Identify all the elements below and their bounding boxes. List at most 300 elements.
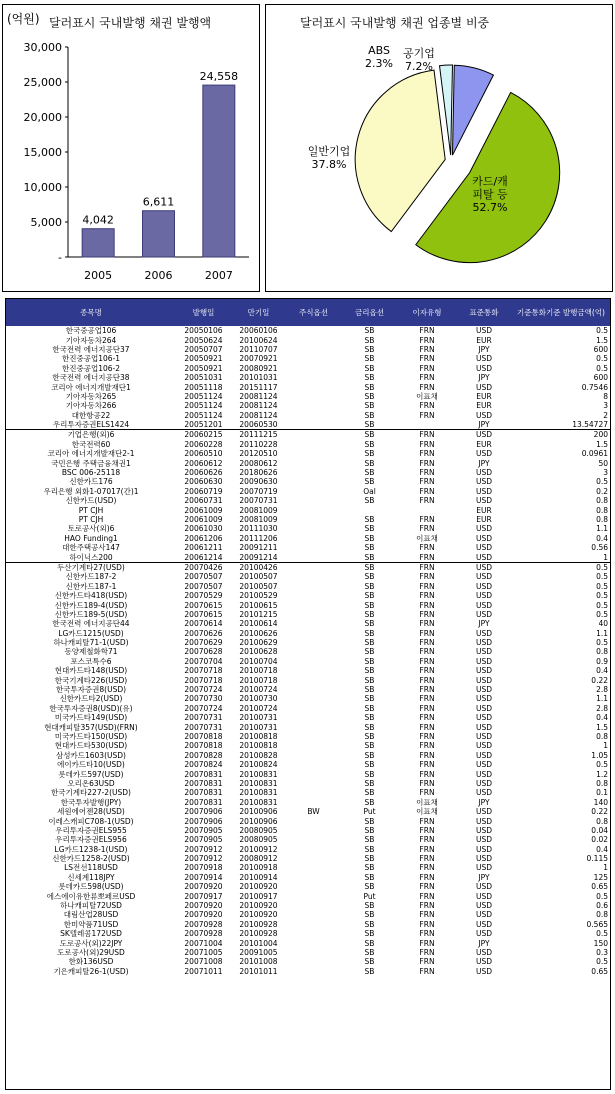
table-cell: USD [475, 901, 493, 911]
table-cell: 0.8 [596, 505, 608, 515]
table-cell: 20070818 [184, 741, 223, 751]
table-cell: FRN [419, 816, 435, 826]
table-cell: 신한카드189-4(USD) [54, 600, 128, 610]
table-cell: 20100614 [239, 619, 278, 629]
table-cell: EUR [476, 439, 492, 449]
table-cell: 20100724 [239, 703, 278, 713]
table-cell: FRN [419, 844, 435, 854]
table-cell: FRN [419, 863, 435, 873]
table-cell: 0.2 [596, 486, 608, 496]
table-cell: 1.1 [596, 694, 608, 704]
table-cell: EUR [476, 391, 492, 401]
table-cell: BSC 006-25118 [61, 468, 121, 478]
table-row [6, 382, 610, 391]
table-cell [286, 713, 341, 722]
table-row [6, 430, 610, 440]
table-cell: FRN [419, 703, 435, 713]
table-cell: 오리온63USD [67, 778, 115, 788]
bond-table [5, 298, 611, 1090]
table-cell: 20061009 [184, 515, 223, 524]
table-cell: FRN [419, 647, 435, 657]
table-cell: FRN [419, 486, 435, 496]
table-cell: 0.5 [512, 562, 610, 572]
table-cell: 3 [603, 468, 608, 478]
table-cell: JPY [478, 872, 490, 882]
table-cell: 0.4 [596, 533, 608, 543]
table-cell: 0.1 [596, 788, 608, 798]
table-cell: 20070724 [184, 703, 223, 713]
table-cell: 20070731 [184, 722, 223, 732]
table-cell: 20100928 [239, 919, 278, 929]
table-cell: 두산기계타27(USD) [6, 562, 176, 572]
table-cell: 미국카드타150(USD) [54, 731, 128, 741]
bar [82, 229, 114, 257]
table-cell: 20061214 [184, 552, 223, 562]
table-cell: 20070906 [184, 816, 223, 826]
table-cell: USD [475, 769, 493, 779]
table-cell: SB [364, 335, 375, 345]
table-cell: BW [307, 807, 320, 817]
table-cell [286, 335, 341, 344]
table-cell: 20101215 [239, 609, 278, 619]
table-cell: USD [475, 778, 493, 788]
table-cell [286, 477, 341, 486]
table-cell: LG카드1238-1(USD) [54, 844, 128, 854]
table-cell: USD [475, 600, 493, 610]
table-cell: SB [364, 694, 375, 704]
table-cell: 2.8 [596, 685, 608, 695]
table-cell: 현대카드타148(USD) [54, 666, 128, 676]
table-cell: 하이닉스200 [69, 552, 113, 562]
table-cell: 20051201 [184, 420, 223, 430]
table-cell: 기업은행(외)6 [6, 430, 176, 440]
table-cell: FRN [419, 468, 435, 478]
table-cell: USD [475, 533, 493, 543]
table-cell: 1.05 [591, 750, 608, 760]
table-row [6, 392, 610, 401]
table-cell: 한국투자증권8(USD)(유) [49, 703, 133, 713]
table-cell: FRN [419, 326, 435, 336]
table-cell: 신한카드타2(USD) [59, 694, 123, 704]
table-cell: 20110707 [239, 344, 278, 354]
table-cell [286, 938, 341, 947]
table-row [6, 364, 610, 373]
table-cell: 한국전력 에너지공단44 [52, 619, 130, 629]
table-cell [286, 552, 341, 562]
table-cell [286, 901, 341, 910]
table-cell: 20101004 [239, 938, 278, 948]
table-cell: FRN [419, 854, 435, 864]
table-cell: 0.7546 [581, 382, 608, 392]
table-cell: SB [364, 797, 375, 807]
table-cell: SB [364, 533, 375, 543]
table-cell: FRN [419, 344, 435, 354]
table-cell: 20100831 [239, 797, 278, 807]
table-cell: 20050707 [184, 344, 223, 354]
table-cell: SB [364, 638, 375, 648]
column-header: 발행일 [176, 299, 231, 326]
table-cell: EUR [476, 401, 492, 411]
table-cell: USD [456, 430, 512, 440]
table-row [6, 816, 610, 825]
table-cell: 현대카드타530(USD) [54, 741, 128, 751]
table-cell: 20090630 [239, 477, 278, 487]
table-row [6, 411, 610, 420]
table-cell: SB [364, 750, 375, 760]
table-cell: USD [475, 957, 493, 967]
table-cell: SB [364, 391, 375, 401]
table-cell: 20080905 [239, 825, 278, 835]
x-tick-label: 2005 [84, 269, 113, 282]
table-cell: 20070628 [184, 647, 223, 657]
table-cell: 20061009 [184, 505, 223, 515]
table-cell: 0.04 [591, 825, 608, 835]
table-cell: 신한카드189-5(USD) [54, 609, 128, 619]
table-cell: 0.5 [596, 609, 608, 619]
table-cell: 20100629 [239, 638, 278, 648]
table-row [6, 751, 610, 760]
table-cell: FRN [419, 910, 435, 920]
table-row [6, 675, 610, 684]
table-cell: SB [364, 816, 375, 826]
table-cell: SB [364, 543, 375, 553]
table-row [6, 807, 610, 816]
table-cell: 0.65 [591, 966, 608, 976]
pie-chart-title: 달러표시 국내발행 채권 업종별 비중 [300, 16, 490, 30]
table-row [6, 458, 610, 467]
table-cell [286, 826, 341, 835]
table-cell: 한국투자증권8(USD) [55, 685, 127, 695]
table-cell: 20070914 [184, 872, 223, 882]
table-cell: FRN [419, 619, 435, 629]
table-header-row [6, 299, 610, 326]
table-cell [286, 694, 341, 703]
table-cell: 20100704 [239, 656, 278, 666]
table-cell: 20080921 [239, 363, 278, 373]
table-cell: USD [475, 581, 493, 591]
table-cell [286, 326, 341, 335]
table-cell: SB [364, 685, 375, 695]
table-cell: JPY [478, 797, 490, 807]
table-cell: 20070831 [184, 769, 223, 779]
table-cell: 150 [593, 938, 608, 948]
table-cell: USD [475, 854, 493, 864]
table-cell: 0.565 [586, 919, 608, 929]
table-cell: 20111215 [231, 430, 286, 440]
table-row [6, 657, 610, 666]
table-cell: USD [475, 882, 493, 892]
table-cell: 20051031 [184, 373, 223, 383]
table-cell: FRN [419, 957, 435, 967]
table-cell: 0.115 [586, 854, 608, 864]
table-cell: SB [364, 938, 375, 948]
table-cell: 20100828 [239, 750, 278, 760]
table-cell: 20070626 [184, 628, 223, 638]
table-cell: 이레스캐피C708-1(USD) [48, 816, 134, 826]
table-cell: SB [364, 778, 375, 788]
table-cell [286, 449, 341, 458]
table-cell [286, 948, 341, 957]
table-cell: Put [363, 807, 376, 817]
table-row [6, 685, 610, 694]
table-cell: SB [364, 966, 375, 976]
table-row [6, 938, 610, 947]
table-cell: 0.8 [596, 816, 608, 826]
table-cell: 20070507 [184, 572, 223, 582]
table-cell: 20081009 [239, 505, 278, 515]
table-cell: FRN [419, 656, 435, 666]
table-cell: 0.65 [591, 882, 608, 892]
table-cell: Put [363, 891, 376, 901]
table-cell: 미국카드타149(USD) [54, 713, 128, 723]
table-cell: FRN [419, 722, 435, 732]
table-cell: 0.56 [591, 543, 608, 553]
table-cell: JPY [478, 373, 490, 383]
table-cell: 0.8 [596, 778, 608, 788]
table-cell: 0.5 [596, 363, 608, 373]
table-cell: 1 [603, 741, 608, 751]
table-cell: FRN [419, 788, 435, 798]
table-cell: SB [364, 344, 375, 354]
table-cell: SB [364, 835, 375, 845]
table-cell: 2.8 [596, 703, 608, 713]
table-cell: 1.1 [596, 628, 608, 638]
table-cell: SB [364, 363, 375, 373]
table-cell: 20100507 [239, 572, 278, 582]
table-cell: SK텔레콤172USD [60, 929, 122, 939]
table-row [6, 345, 610, 354]
table-cell: 에이카드타10(USD) [57, 760, 125, 770]
table-cell: 삼성카드1603(USD) [56, 750, 126, 760]
table-cell: 20100918 [239, 863, 278, 873]
table-row [6, 694, 610, 703]
table-cell [286, 816, 341, 825]
table-cell: 0.5 [596, 891, 608, 901]
table-cell [286, 629, 341, 638]
table-row [6, 505, 610, 514]
table-row [6, 713, 610, 722]
pie-slice-label: 일반기업 37.8% [307, 145, 351, 171]
bar [143, 211, 175, 257]
table-row [6, 920, 610, 929]
table-cell: SB [341, 430, 398, 440]
table-cell [286, 675, 341, 684]
table-cell: USD [475, 947, 493, 957]
y-tick-label: 30,000 [23, 41, 62, 54]
table-cell: 20100928 [239, 929, 278, 939]
table-cell: 한국전력 에너지공단37 [52, 344, 130, 354]
table-cell: FRN [419, 439, 435, 449]
table-cell: 20101031 [239, 373, 278, 383]
y-tick-label: 5,000 [30, 216, 62, 229]
table-cell: 0.8 [596, 731, 608, 741]
table-row [6, 543, 610, 552]
table-cell: 0.8 [596, 496, 608, 506]
table-row [6, 515, 610, 524]
table-cell: USD [475, 713, 493, 723]
table-cell: 40 [598, 619, 608, 629]
table-cell: 20050106 [184, 326, 223, 336]
table-cell: 한국중공업106 [65, 326, 117, 336]
table-cell: SB [364, 713, 375, 723]
bar-chart-panel [2, 4, 260, 292]
table-row [6, 600, 610, 609]
table-cell [286, 468, 341, 477]
table-cell: 0.5 [596, 326, 608, 336]
table-cell: 신한카드187-2 [65, 572, 117, 582]
table-cell: 현대캐피탈357(USD)(FRN) [44, 722, 138, 732]
table-cell: 1.2 [596, 769, 608, 779]
table-cell: FRN [419, 373, 435, 383]
table-cell: 20081124 [239, 391, 278, 401]
table-row [6, 534, 610, 543]
table-row [6, 524, 610, 533]
table-cell: 20100818 [239, 731, 278, 741]
table-row [6, 741, 610, 750]
table-cell: FRN [419, 552, 435, 562]
table-cell: 0.5 [596, 354, 608, 364]
table-cell: FRN [419, 882, 435, 892]
table-cell: SB [364, 722, 375, 732]
table-cell: USD [475, 591, 493, 601]
table-cell: 20051124 [184, 391, 223, 401]
table-cell: FRN [419, 778, 435, 788]
table-cell: 기아자동차264 [65, 335, 117, 345]
table-cell: USD [475, 816, 493, 826]
table-cell: 한국기계타226(USD) [54, 675, 128, 685]
table-row [6, 562, 610, 572]
table-cell: USD [475, 703, 493, 713]
table-row [6, 769, 610, 778]
table-cell: 도로공사(외)29USD [57, 947, 125, 957]
pie-slice-label: ABS 2.3% [365, 44, 393, 70]
table-cell: 20051124 [184, 410, 223, 420]
table-cell: 20060106 [239, 326, 278, 336]
table-cell: FRN [419, 638, 435, 648]
table-cell: 우리투자증권ELS1424 [52, 420, 130, 430]
table-cell: FRN [419, 685, 435, 695]
table-cell: 20100507 [239, 581, 278, 591]
table-cell: FRN [419, 929, 435, 939]
table-cell: 20100730 [239, 694, 278, 704]
table-cell: 20081009 [239, 515, 278, 524]
table-row [6, 572, 610, 581]
table-cell: 20070920 [184, 882, 223, 892]
table-cell: SB [364, 741, 375, 751]
table-cell: SB [364, 882, 375, 892]
table-row [6, 826, 610, 835]
table-row [6, 354, 610, 363]
table-cell: 0.0961 [581, 449, 608, 459]
table-cell [286, 572, 341, 581]
table-cell: USD [475, 572, 493, 582]
x-tick-label: 2007 [204, 269, 233, 282]
table-cell: JPY [478, 938, 490, 948]
table-cell: FRN [419, 938, 435, 948]
table-cell [286, 873, 341, 882]
table-cell: 20100917 [239, 891, 278, 901]
table-cell: PT CJH [78, 505, 104, 515]
table-cell: 0.02 [591, 835, 608, 845]
table-cell: 20070426 [176, 562, 231, 572]
table-cell: 20100920 [239, 910, 278, 920]
table-cell: 600 [593, 373, 608, 383]
table-cell: 20051118 [184, 382, 223, 392]
pie-chart-panel [265, 4, 613, 292]
bar-chart-unit: (억원) [7, 12, 40, 26]
table-cell: USD [475, 656, 493, 666]
table-cell: 0.4 [596, 666, 608, 676]
table-cell: 20070724 [184, 685, 223, 695]
table-cell: USD [475, 410, 493, 420]
table-cell: SB [364, 515, 375, 524]
table-cell: SB [364, 957, 375, 967]
table-cell: SB [364, 929, 375, 939]
table-cell: 포스코특수6 [70, 656, 112, 666]
table-cell: 이표채 [416, 391, 438, 401]
table-cell: SB [364, 382, 375, 392]
table-cell: SB [364, 458, 375, 468]
table-row [6, 788, 610, 797]
table-cell: 20100920 [239, 901, 278, 911]
table-cell: 20060510 [184, 449, 223, 459]
table-cell: SB [364, 619, 375, 629]
table-cell: 0.5 [596, 581, 608, 591]
table-cell [286, 666, 341, 675]
table-cell: USD [475, 919, 493, 929]
table-cell [286, 600, 341, 609]
table-cell: 20071004 [184, 938, 223, 948]
table-cell: 한국기계타227-2(USD) [51, 788, 131, 798]
table-row [6, 619, 610, 628]
table-cell: 20100529 [239, 591, 278, 601]
table-cell: FRN [419, 628, 435, 638]
table-cell: USD [475, 750, 493, 760]
table-cell: 20070917 [184, 891, 223, 901]
table-cell [286, 732, 341, 741]
table-cell: SB [364, 666, 375, 676]
table-cell: SB [364, 769, 375, 779]
table-cell: USD [475, 694, 493, 704]
table-cell: 20070912 [184, 844, 223, 854]
bar-chart [3, 5, 259, 291]
table-cell: 우리투자증권ELS956 [55, 835, 127, 845]
table-cell: LG카드1215(USD) [58, 628, 124, 638]
table-cell: 20070906 [184, 807, 223, 817]
table-cell: 20100824 [239, 760, 278, 770]
table-cell: SB [364, 703, 375, 713]
table-cell: 20070704 [184, 656, 223, 666]
table-cell: SB [364, 647, 375, 657]
table-cell: 0.22 [591, 807, 608, 817]
table-cell: FRN [419, 363, 435, 373]
table-row [6, 591, 610, 600]
table-cell: FRN [419, 335, 435, 345]
table-cell [286, 910, 341, 919]
table-cell [286, 411, 341, 420]
table-cell [286, 458, 341, 467]
table-cell: 140 [593, 797, 608, 807]
table-cell: SB [364, 524, 375, 534]
table-cell: USD [475, 741, 493, 751]
table-cell [286, 401, 341, 410]
table-cell: 20060530 [239, 420, 278, 430]
table-cell [286, 929, 341, 938]
table-cell [286, 610, 341, 619]
table-cell: 20100731 [239, 713, 278, 723]
table-cell: SB [364, 439, 375, 449]
table-cell: 0.6 [596, 901, 608, 911]
